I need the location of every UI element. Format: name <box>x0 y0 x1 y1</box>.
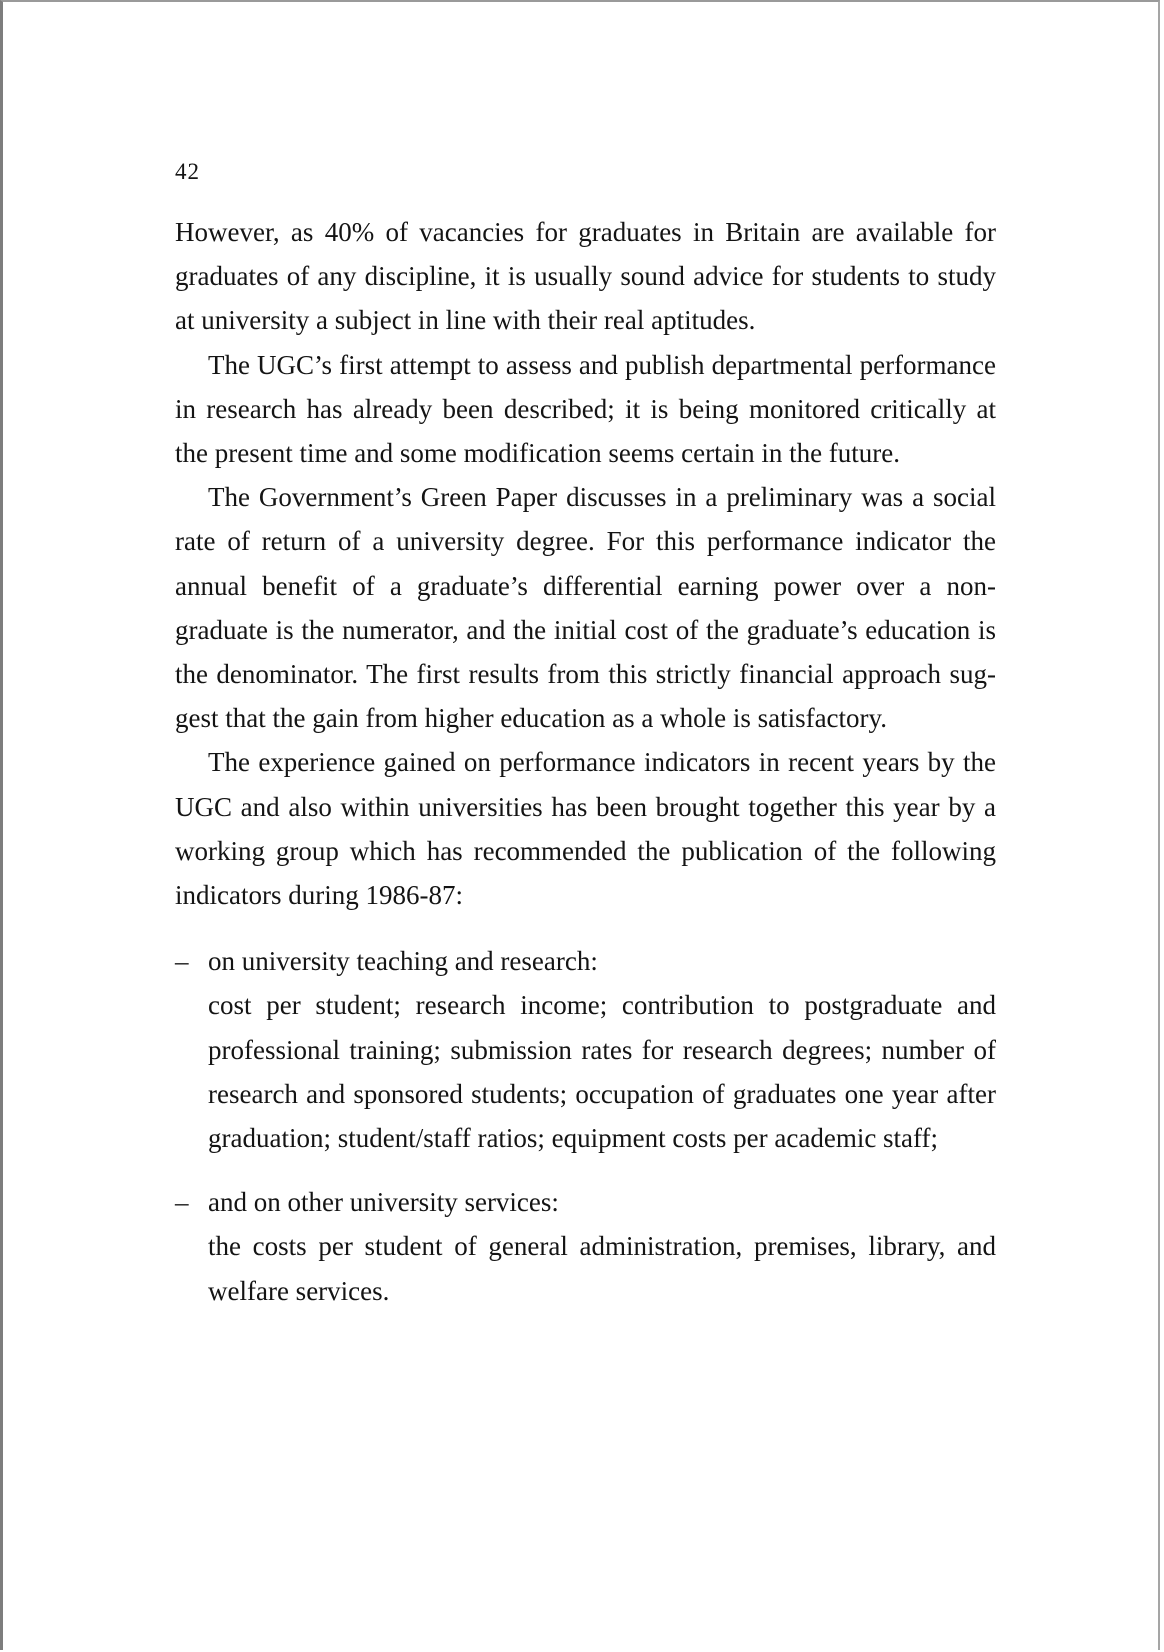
page-number: 42 <box>175 159 200 184</box>
paragraph-green-paper: The Government’s Green Paper discusses in a preliminary was a social rate of return of a university degree. For this performance indicator the annual benefit of a graduate’s differential earning power over a non-graduate is the numerator, and the initial cost of the graduate’s education is the denominator. The first results from this strictly financial approach suggest that the gain from higher education as a whole is satisfactory. <box>175 482 996 734</box>
paragraph-ugc-research: The UGC’s first attempt to assess and publish departmental performance in research has already been described; it is being monitored critically at the present time and some modification seems certain in the future. <box>175 349 996 469</box>
list-item-text: the costs per student of general administration, premises, library, and welfare services. <box>208 1231 996 1306</box>
list-item-text: cost per student; research income; contribution to postgraduate and professional training; submission rates for research degrees; number of research and sponsored students; occupation of graduates one year after graduation; student/staff ratios; equipment costs per academic staff; <box>208 990 996 1154</box>
list-item-teaching-research <box>175 939 996 1160</box>
list-item-heading: on university teaching and research: <box>208 946 598 977</box>
dash-bullet: – <box>175 946 189 977</box>
page-text <box>175 152 996 1333</box>
paragraph-vacancies: However, as 40% of vacancies for graduates in Britain are available for graduates of any discipline, it is usually sound advice for students to study at university a subject in line with their real aptitudes. <box>175 217 996 336</box>
dash-bullet: – <box>175 1187 189 1218</box>
list-item-heading: and on other university services: <box>208 1187 559 1218</box>
list-item-other-services <box>175 1180 996 1313</box>
indicator-list <box>175 939 996 1313</box>
paragraph-working-group: The experience gained on performance indicators in recent years by the UGC and also within universities has been brought together this year by a working group which has recommended the publication of the following indicators during 1986-87: <box>175 747 996 911</box>
